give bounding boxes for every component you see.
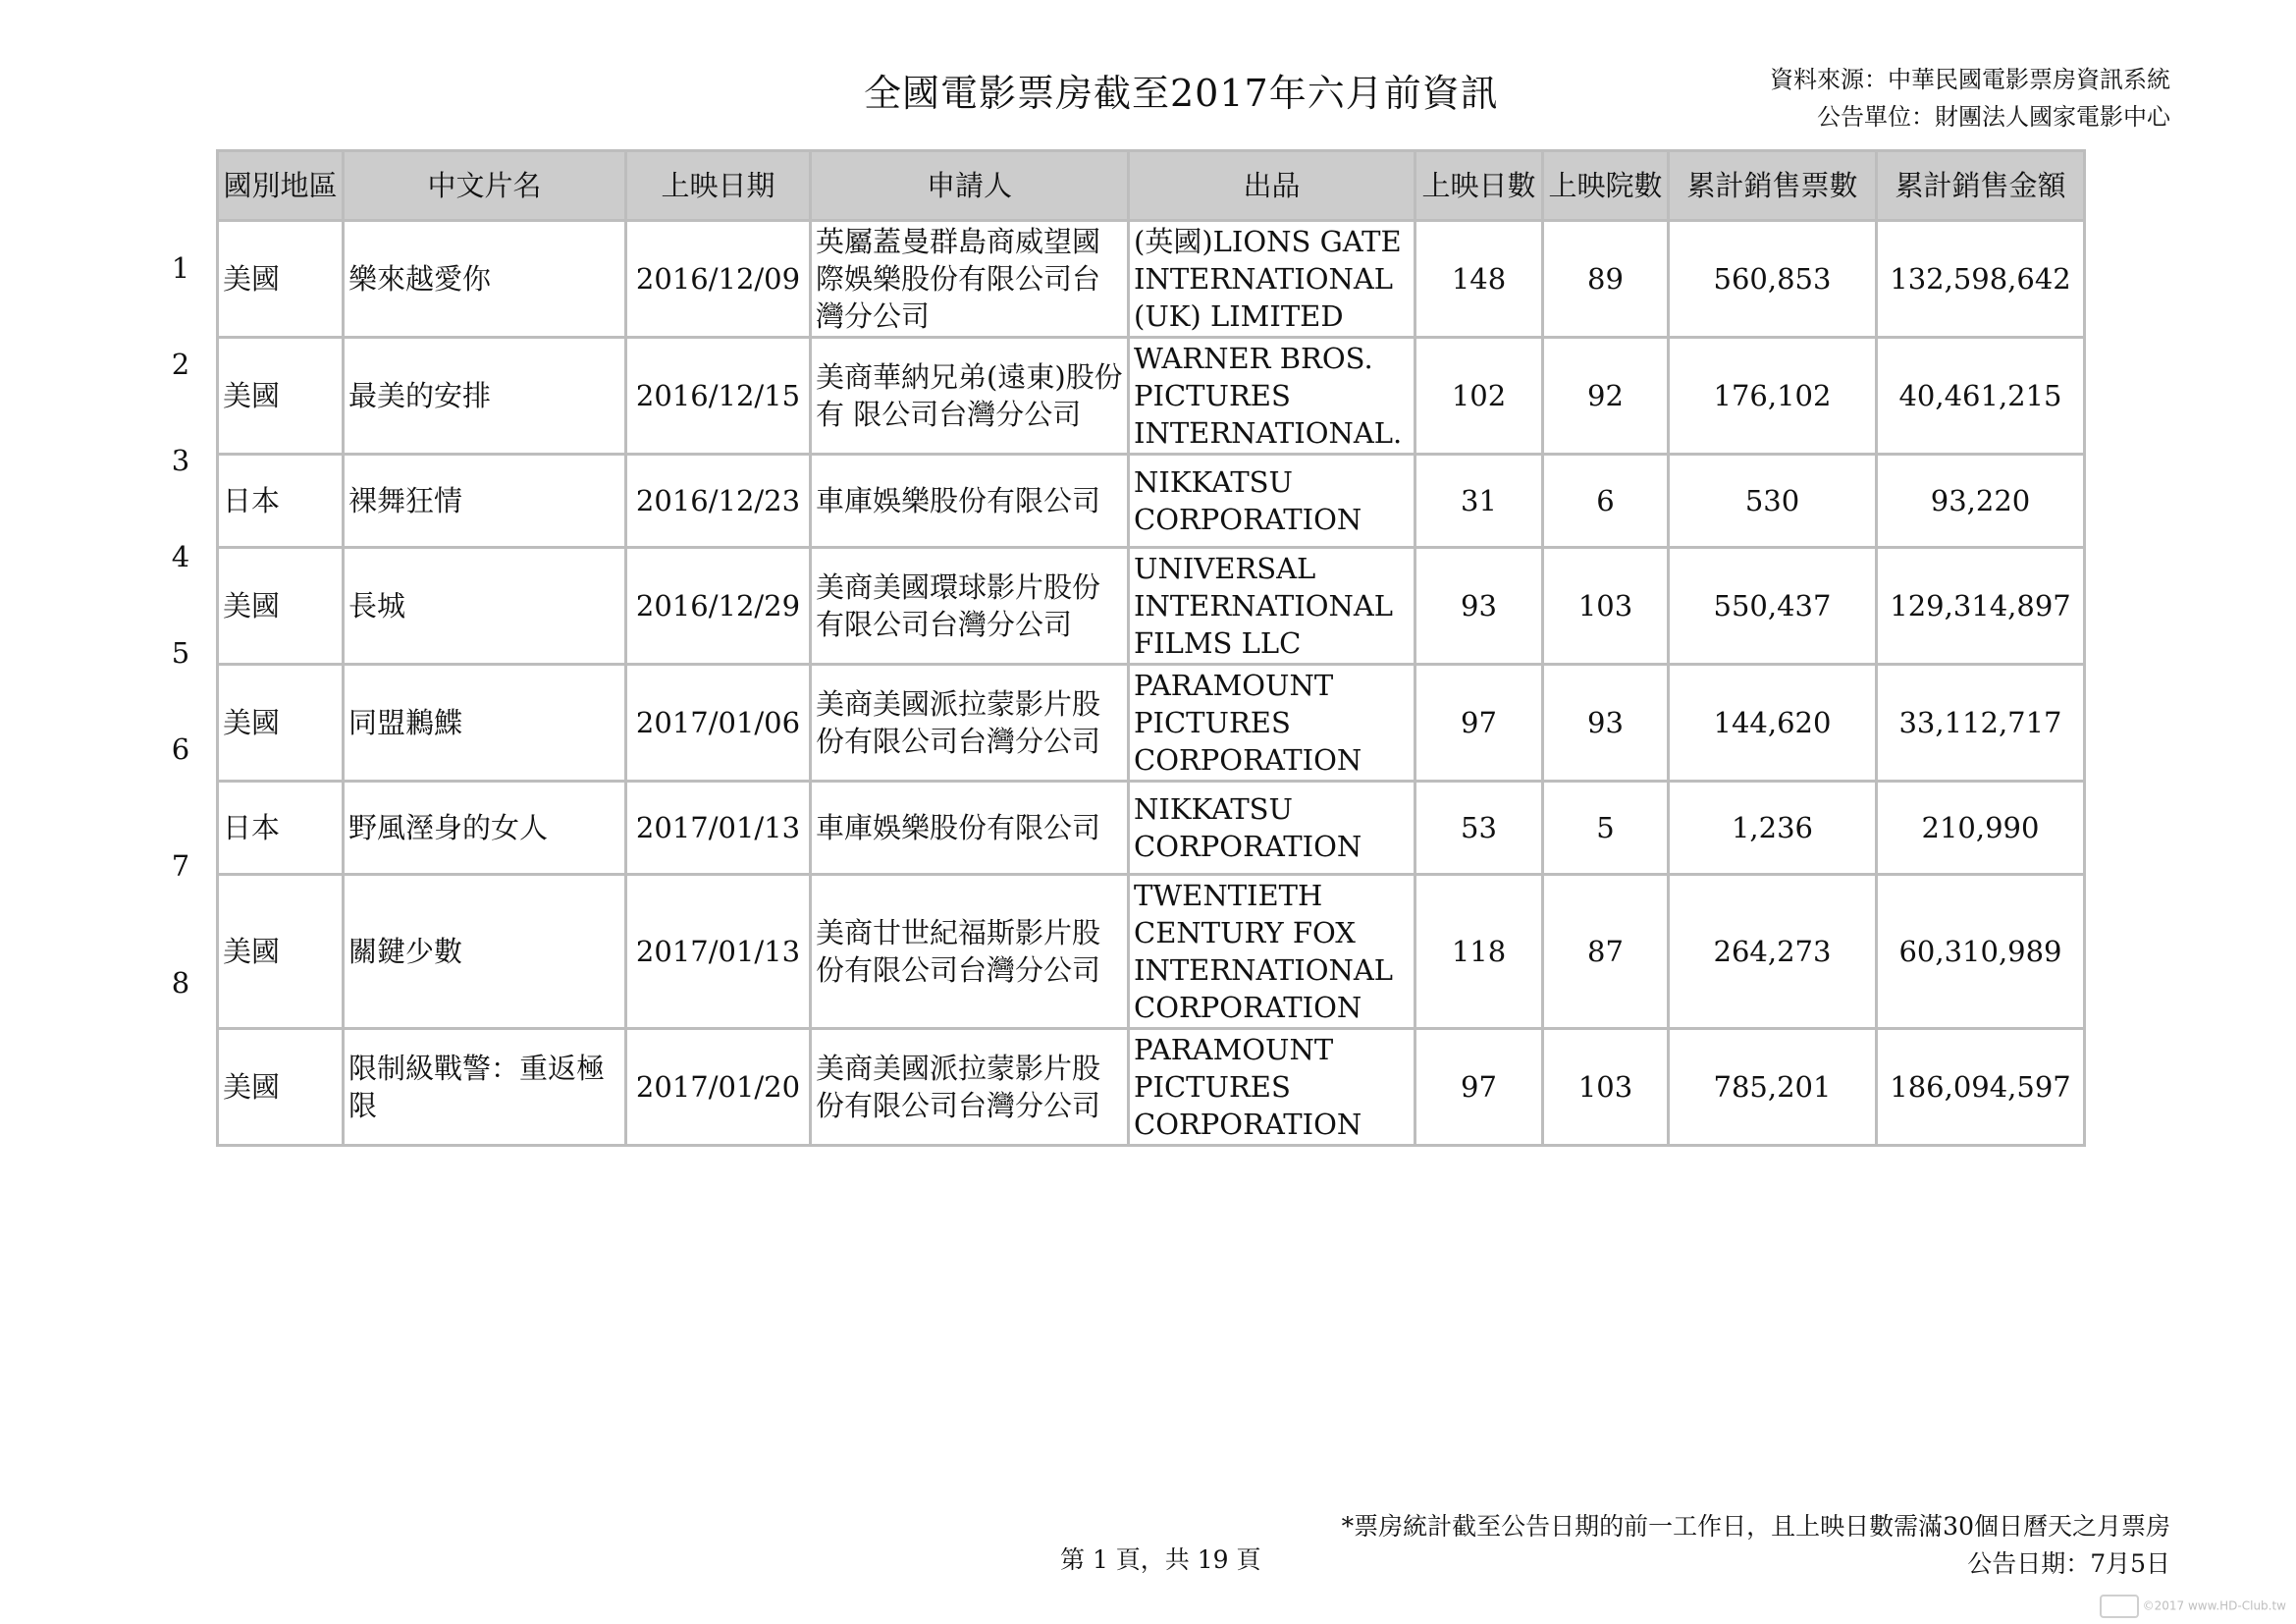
publishing-unit: 公告單位：財團法人國家電影中心 xyxy=(1817,103,2170,131)
cell-gross-amount: 93,220 xyxy=(1877,455,2085,548)
cell-release-days: 31 xyxy=(1415,455,1543,548)
row-number: 4 xyxy=(171,540,190,573)
table-row xyxy=(218,875,2085,1029)
cell-gross-amount: 40,461,215 xyxy=(1877,338,2085,455)
cell-theater-count: 87 xyxy=(1543,875,1669,1029)
row-number: 6 xyxy=(171,732,190,766)
cell-release-date: 2016/12/23 xyxy=(626,455,811,548)
cell-applicant: 車庫娛樂股份有限公司 xyxy=(811,455,1129,548)
header-tickets: 累計銷售票數 xyxy=(1669,151,1877,221)
cell-tickets-sold: 785,201 xyxy=(1669,1029,1877,1146)
cell-film-name: 野風溼身的女人 xyxy=(344,782,626,875)
cell-applicant: 美商美國派拉蒙影片股份有限公司台灣分公司 xyxy=(811,665,1129,782)
table-row xyxy=(218,665,2085,782)
cell-producer: (英國)LIONS GATE INTERNATIONAL (UK) LIMITED xyxy=(1129,221,1415,338)
cell-tickets-sold: 530 xyxy=(1669,455,1877,548)
cell-release-date: 2016/12/09 xyxy=(626,221,811,338)
cell-theater-count: 5 xyxy=(1543,782,1669,875)
cell-release-days: 118 xyxy=(1415,875,1543,1029)
cell-region: 日本 xyxy=(218,782,344,875)
row-number: 2 xyxy=(171,348,190,381)
cell-region: 日本 xyxy=(218,455,344,548)
cell-gross-amount: 129,314,897 xyxy=(1877,548,2085,665)
page-number: 第 1 頁，共 19 頁 xyxy=(1060,1545,1261,1574)
cell-gross-amount: 33,112,717 xyxy=(1877,665,2085,782)
announce-date: 公告日期：7月5日 xyxy=(1967,1549,2170,1578)
cell-region: 美國 xyxy=(218,875,344,1029)
cell-release-date: 2017/01/20 xyxy=(626,1029,811,1146)
page-title: 全國電影票房截至2017年六月前資訊 xyxy=(864,72,1499,115)
footnote xyxy=(1342,1508,2170,1583)
cell-applicant: 美商美國派拉蒙影片股份有限公司台灣分公司 xyxy=(811,1029,1129,1146)
cell-release-date: 2016/12/29 xyxy=(626,548,811,665)
cell-region: 美國 xyxy=(218,548,344,665)
cell-region: 美國 xyxy=(218,221,344,338)
cell-tickets-sold: 550,437 xyxy=(1669,548,1877,665)
cell-producer: WARNER BROS. PICTURES INTERNATIONAL. xyxy=(1129,338,1415,455)
cell-release-date: 2017/01/13 xyxy=(626,782,811,875)
cell-producer: NIKKATSU CORPORATION xyxy=(1129,455,1415,548)
table-row xyxy=(218,338,2085,455)
data-source: 資料來源：中華民國電影票房資訊系統 xyxy=(1770,66,2170,93)
cell-release-date: 2017/01/06 xyxy=(626,665,811,782)
row-number: 5 xyxy=(171,636,190,670)
header-theaters: 上映院數 xyxy=(1543,151,1669,221)
header-product: 出品 xyxy=(1129,151,1415,221)
row-number: 8 xyxy=(171,966,190,1000)
table-row xyxy=(218,548,2085,665)
cell-producer: PARAMOUNT PICTURES CORPORATION xyxy=(1129,1029,1415,1146)
cell-theater-count: 103 xyxy=(1543,1029,1669,1146)
cell-release-date: 2016/12/15 xyxy=(626,338,811,455)
cell-applicant: 英屬蓋曼群島商威望國際娛樂股份有限公司台灣分公司 xyxy=(811,221,1129,338)
cell-gross-amount: 210,990 xyxy=(1877,782,2085,875)
cell-film-name: 長城 xyxy=(344,548,626,665)
cell-release-days: 97 xyxy=(1415,1029,1543,1146)
table-body xyxy=(218,221,2085,1146)
cell-tickets-sold: 144,620 xyxy=(1669,665,1877,782)
footnote-text: *票房統計截至公告日期的前一工作日，且上映日數需滿30個日曆天之月票房 xyxy=(1341,1512,2170,1541)
cell-region: 美國 xyxy=(218,1029,344,1146)
row-number: 1 xyxy=(171,251,190,285)
table-row xyxy=(218,782,2085,875)
cell-theater-count: 89 xyxy=(1543,221,1669,338)
cell-tickets-sold: 560,853 xyxy=(1669,221,1877,338)
cell-release-days: 97 xyxy=(1415,665,1543,782)
cell-release-days: 102 xyxy=(1415,338,1543,455)
cell-producer: TWENTIETH CENTURY FOX INTERNATIONAL CORPORATION xyxy=(1129,875,1415,1029)
cell-applicant: 車庫娛樂股份有限公司 xyxy=(811,782,1129,875)
header-region: 國別地區 xyxy=(218,151,344,221)
table-row xyxy=(218,1029,2085,1146)
cell-theater-count: 103 xyxy=(1543,548,1669,665)
cell-applicant: 美商華納兄弟(遠東)股份有 限公司台灣分公司 xyxy=(811,338,1129,455)
header-date: 上映日期 xyxy=(626,151,811,221)
cell-film-name: 限制級戰警：重返極限 xyxy=(344,1029,626,1146)
cell-tickets-sold: 264,273 xyxy=(1669,875,1877,1029)
cell-film-name: 關鍵少數 xyxy=(344,875,626,1029)
cell-film-name: 裸舞狂情 xyxy=(344,455,626,548)
row-number: 3 xyxy=(171,444,190,477)
cell-producer: PARAMOUNT PICTURES CORPORATION xyxy=(1129,665,1415,782)
source-info xyxy=(1770,61,2170,135)
cell-region: 美國 xyxy=(218,338,344,455)
cell-theater-count: 92 xyxy=(1543,338,1669,455)
table-row xyxy=(218,221,2085,338)
cell-gross-amount: 132,598,642 xyxy=(1877,221,2085,338)
cell-release-days: 148 xyxy=(1415,221,1543,338)
cell-applicant: 美商美國環球影片股份有限公司台灣分公司 xyxy=(811,548,1129,665)
box-office-table xyxy=(216,149,2086,1147)
hd-logo-icon xyxy=(2100,1595,2139,1618)
row-number: 7 xyxy=(171,849,190,883)
cell-producer: NIKKATSU CORPORATION xyxy=(1129,782,1415,875)
cell-tickets-sold: 176,102 xyxy=(1669,338,1877,455)
cell-release-days: 53 xyxy=(1415,782,1543,875)
cell-film-name: 最美的安排 xyxy=(344,338,626,455)
cell-release-date: 2017/01/13 xyxy=(626,875,811,1029)
table-header-row xyxy=(218,151,2085,221)
cell-film-name: 同盟鶼鰈 xyxy=(344,665,626,782)
table-row xyxy=(218,455,2085,548)
cell-region: 美國 xyxy=(218,665,344,782)
watermark xyxy=(2100,1595,2286,1618)
header-days: 上映日數 xyxy=(1415,151,1543,221)
cell-tickets-sold: 1,236 xyxy=(1669,782,1877,875)
header-applicant: 申請人 xyxy=(811,151,1129,221)
cell-theater-count: 6 xyxy=(1543,455,1669,548)
header-name: 中文片名 xyxy=(344,151,626,221)
cell-applicant: 美商廿世紀福斯影片股份有限公司台灣分公司 xyxy=(811,875,1129,1029)
cell-gross-amount: 186,094,597 xyxy=(1877,1029,2085,1146)
cell-theater-count: 93 xyxy=(1543,665,1669,782)
header-amount: 累計銷售金額 xyxy=(1877,151,2085,221)
cell-film-name: 樂來越愛你 xyxy=(344,221,626,338)
cell-release-days: 93 xyxy=(1415,548,1543,665)
cell-producer: UNIVERSAL INTERNATIONAL FILMS LLC xyxy=(1129,548,1415,665)
watermark-text: ©2017 www.HD-Club.tw xyxy=(2142,1598,2286,1613)
cell-gross-amount: 60,310,989 xyxy=(1877,875,2085,1029)
